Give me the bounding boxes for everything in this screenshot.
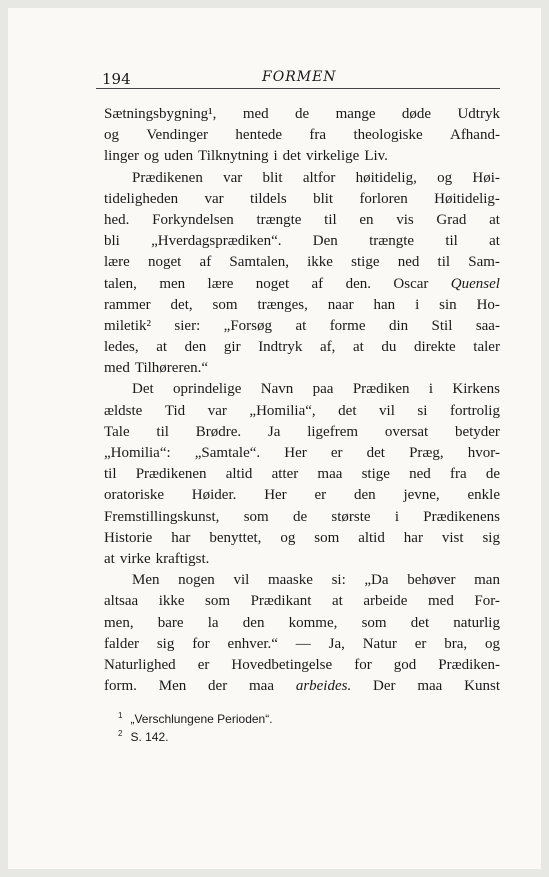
word: vil — [233, 572, 250, 589]
footnote-mark: 1 — [118, 711, 123, 720]
text-line — [104, 655, 500, 676]
text-line — [104, 485, 500, 506]
word: lære — [104, 254, 130, 271]
word: de — [292, 508, 308, 525]
word: behøver — [407, 572, 456, 589]
word: hentede — [235, 127, 283, 144]
word: Udtryk — [457, 106, 500, 122]
word: hed. — [104, 211, 130, 228]
text-line — [104, 676, 500, 697]
word: Ho- — [476, 296, 500, 313]
word: til — [324, 211, 337, 228]
word: som — [361, 614, 387, 631]
word: døde — [401, 106, 432, 122]
word: bra, — [444, 635, 468, 652]
footnote — [118, 710, 498, 728]
word: vil — [379, 402, 395, 419]
word: direkte — [414, 339, 456, 356]
word: ledes, — [104, 339, 139, 356]
word: ned — [409, 466, 431, 483]
word: med — [428, 593, 454, 610]
text-line — [104, 168, 500, 189]
word: det — [410, 614, 430, 631]
word: Kunst — [464, 678, 500, 695]
word: benyttet, — [209, 529, 262, 546]
word: Stil — [431, 317, 453, 334]
word: og — [437, 169, 453, 186]
word: Navn — [260, 381, 294, 398]
word: man — [474, 572, 500, 589]
text-line — [104, 379, 500, 400]
word: „Homilia“: — [104, 445, 171, 461]
word: maa — [317, 466, 343, 483]
word: stige — [351, 254, 380, 271]
footnotes — [118, 710, 498, 746]
word: maa — [249, 678, 274, 695]
word: Her — [284, 445, 307, 461]
word: at — [489, 233, 500, 250]
word: talen, — [104, 275, 137, 292]
word: atter — [271, 466, 299, 483]
word: er — [330, 445, 343, 461]
word: betyder — [454, 423, 500, 440]
word: Grad — [436, 211, 467, 228]
word: den — [353, 487, 376, 504]
word: det, — [170, 296, 193, 313]
word: som — [243, 508, 269, 525]
word: bare — [157, 614, 184, 631]
page-number: 194 — [102, 70, 131, 88]
word: i — [273, 148, 278, 165]
word: — — [295, 635, 311, 652]
word: det — [366, 445, 385, 461]
text-line — [104, 528, 500, 549]
word: og — [104, 127, 119, 144]
word: til — [445, 233, 458, 250]
word: for — [354, 656, 372, 673]
word: enkle — [467, 487, 500, 504]
word: Quensel — [450, 275, 500, 292]
word: altfor — [302, 169, 336, 186]
word: altid — [225, 466, 253, 483]
word: oprindelige — [173, 381, 242, 398]
word: Der — [373, 678, 396, 695]
word: har — [403, 529, 423, 546]
text-line — [104, 613, 500, 634]
word: virkelige — [305, 148, 360, 165]
word: af — [199, 254, 212, 271]
word: og — [280, 529, 296, 546]
word: ned — [397, 254, 420, 271]
word: falder — [104, 635, 139, 652]
word: Her — [264, 487, 287, 504]
word: at — [489, 211, 500, 228]
word: taler — [473, 339, 500, 356]
word: til — [437, 254, 451, 271]
word: men — [159, 275, 186, 292]
word: miletik² — [104, 317, 151, 334]
word: er — [197, 656, 210, 673]
text-line — [104, 358, 500, 379]
word: saa- — [475, 317, 500, 334]
word: altid — [358, 529, 385, 546]
word: forloren — [359, 190, 408, 207]
word: fra — [309, 127, 327, 144]
word: sig — [482, 529, 500, 546]
word: Prædikenens — [423, 508, 500, 525]
text-line — [104, 634, 500, 655]
text-line — [104, 104, 500, 125]
word: Fremstillingskunst, — [104, 508, 220, 525]
word: som — [212, 296, 238, 313]
text-line — [104, 231, 500, 252]
word: ligefrem — [307, 423, 359, 440]
word: og — [484, 635, 500, 652]
word: den — [184, 339, 207, 356]
word: af — [311, 275, 324, 292]
word: Sætningsbygning¹, — [104, 106, 217, 122]
word: Tilknytning — [198, 148, 269, 165]
word: linger — [104, 148, 139, 165]
word: du — [381, 339, 397, 356]
footnote — [118, 728, 498, 746]
word: den. — [345, 275, 371, 292]
word: komme, — [288, 614, 338, 631]
word: kraftigst. — [155, 550, 210, 567]
word: Oscar — [393, 275, 429, 292]
word: rammer — [104, 296, 151, 313]
word: virke — [119, 550, 151, 567]
word: theologiske — [353, 127, 423, 144]
word: sig — [156, 635, 175, 652]
word: „Da — [364, 572, 389, 589]
word: Præg, — [409, 445, 444, 461]
word: høitidelig, — [355, 169, 417, 186]
text-line — [104, 210, 500, 231]
text-line — [104, 570, 500, 591]
word: Men — [158, 678, 187, 695]
word: Forkyndelsen — [152, 211, 234, 228]
word: hvor- — [467, 445, 500, 461]
word: som — [314, 529, 340, 546]
word: Tale — [104, 423, 130, 440]
word: nogen — [178, 572, 215, 589]
word: de — [295, 106, 310, 122]
text-line — [104, 443, 500, 464]
word: maaske — [267, 572, 313, 589]
word: blit — [262, 169, 283, 186]
word: Prædikenen — [132, 169, 203, 186]
word: Afhand- — [449, 127, 500, 144]
word: for — [192, 635, 210, 652]
word: Høi- — [472, 169, 500, 186]
text-line — [104, 507, 500, 528]
word: vis — [396, 211, 414, 228]
word: enhver.“ — [227, 635, 278, 652]
word: Prædikant — [250, 593, 312, 610]
word: fortrolig — [449, 402, 500, 419]
word: ældste — [104, 402, 143, 419]
word: i — [428, 381, 434, 398]
word: For- — [474, 593, 500, 610]
word: „Hverdagsprædiken“. — [151, 233, 282, 250]
word: „Samtale“. — [194, 445, 261, 461]
text-line — [104, 337, 500, 358]
word: Det — [132, 381, 154, 398]
word: Vendinger — [146, 127, 209, 144]
word: uden — [164, 148, 194, 165]
word: god — [393, 656, 417, 673]
word: var — [223, 169, 243, 186]
word: ikke — [158, 593, 185, 610]
word: Høider. — [191, 487, 237, 504]
word: din — [388, 317, 409, 334]
word: la — [207, 614, 219, 631]
word: af, — [319, 339, 336, 356]
word: sier: — [174, 317, 201, 334]
text-line — [104, 401, 500, 422]
footnote-text: S. 142. — [130, 730, 169, 744]
word: og — [144, 148, 159, 165]
word: til — [156, 423, 169, 440]
word: Historie — [104, 529, 153, 546]
text-line — [104, 549, 500, 570]
word: at — [295, 317, 307, 334]
text-line — [104, 464, 500, 485]
word: Liv. — [364, 148, 388, 165]
word: form. — [104, 678, 137, 695]
text-line — [104, 189, 500, 210]
text-line — [104, 125, 500, 146]
word: Ja, — [328, 635, 345, 652]
word: altsaa — [104, 593, 139, 610]
word: si: — [331, 572, 346, 589]
word: de — [485, 466, 500, 483]
word: mange — [335, 106, 376, 122]
page-header — [96, 68, 500, 89]
word: Sam- — [468, 254, 500, 271]
text-line — [104, 422, 500, 443]
footnote-mark: 2 — [118, 729, 123, 738]
word: han — [373, 296, 396, 313]
word: Indtryk — [258, 339, 303, 356]
word: forme — [329, 317, 366, 334]
word: tideligheden — [104, 190, 179, 207]
word: som — [205, 593, 231, 610]
word: Natur — [362, 635, 397, 652]
word: oversat — [384, 423, 429, 440]
word: en — [359, 211, 374, 228]
word: paa — [312, 381, 334, 398]
word: noget — [255, 275, 290, 292]
word: til — [104, 466, 117, 483]
word: Hovedbetingelse — [231, 656, 333, 673]
word: at — [331, 593, 343, 610]
text-line — [104, 295, 500, 316]
word: største — [331, 508, 371, 525]
word: i — [415, 296, 420, 313]
word: Prædiken — [352, 381, 410, 398]
word: lære — [207, 275, 234, 292]
running-head: FORMEN — [262, 69, 337, 85]
footnote-text: „Verschlungene Perioden“. — [130, 712, 273, 726]
word: har — [171, 529, 191, 546]
word: er — [314, 487, 327, 504]
word: tildels — [250, 190, 287, 207]
word: Den — [312, 233, 338, 250]
word: Tid — [164, 402, 186, 419]
word: arbeide — [363, 593, 408, 610]
word: oratoriske — [104, 487, 164, 504]
word: trænges, — [257, 296, 308, 313]
word: Prædikenen — [135, 466, 207, 483]
text-line — [104, 146, 500, 167]
word: „Forsøg — [223, 317, 273, 334]
word: Brødre. — [195, 423, 242, 440]
word: jevne, — [403, 487, 440, 504]
word: i — [394, 508, 400, 525]
word: fra — [449, 466, 467, 483]
word: Naturlighed — [104, 656, 176, 673]
word: ikke — [307, 254, 333, 271]
word: er — [414, 635, 427, 652]
word: „Homilia“, — [249, 402, 316, 419]
text-line — [104, 274, 500, 295]
text-line — [104, 252, 500, 273]
text-line — [104, 316, 500, 337]
word: noget — [148, 254, 182, 271]
word: var — [207, 402, 227, 419]
word: blit — [313, 190, 334, 207]
word: vist — [441, 529, 464, 546]
word: trængte — [256, 211, 302, 228]
word: Ja — [267, 423, 281, 440]
word: den — [242, 614, 265, 631]
word: si — [417, 402, 428, 419]
word: Samtalen, — [229, 254, 289, 271]
word: maa — [417, 678, 443, 695]
word: Kirkens — [452, 381, 500, 398]
body-text — [104, 104, 500, 697]
word: Men — [132, 572, 160, 589]
word: Prædiken- — [438, 656, 500, 673]
word: stige — [361, 466, 390, 483]
word: med — [104, 360, 130, 377]
word: naturlig — [453, 614, 500, 631]
word: med — [242, 106, 269, 122]
word: Høitidelig- — [434, 190, 500, 207]
text-line — [104, 591, 500, 612]
word: var — [204, 190, 224, 207]
word: der — [208, 678, 228, 695]
word: sin — [439, 296, 457, 313]
word: naar — [327, 296, 354, 313]
word: gir — [223, 339, 241, 356]
word: at — [352, 339, 364, 356]
word: men, — [104, 614, 134, 631]
word: det — [282, 148, 301, 165]
word: arbeides. — [295, 678, 352, 695]
word: at — [156, 339, 168, 356]
word: at — [104, 550, 115, 567]
word: bli — [104, 233, 120, 250]
word: det — [338, 402, 357, 419]
word: trængte — [369, 233, 415, 250]
word: Tilhøreren.“ — [134, 360, 209, 377]
